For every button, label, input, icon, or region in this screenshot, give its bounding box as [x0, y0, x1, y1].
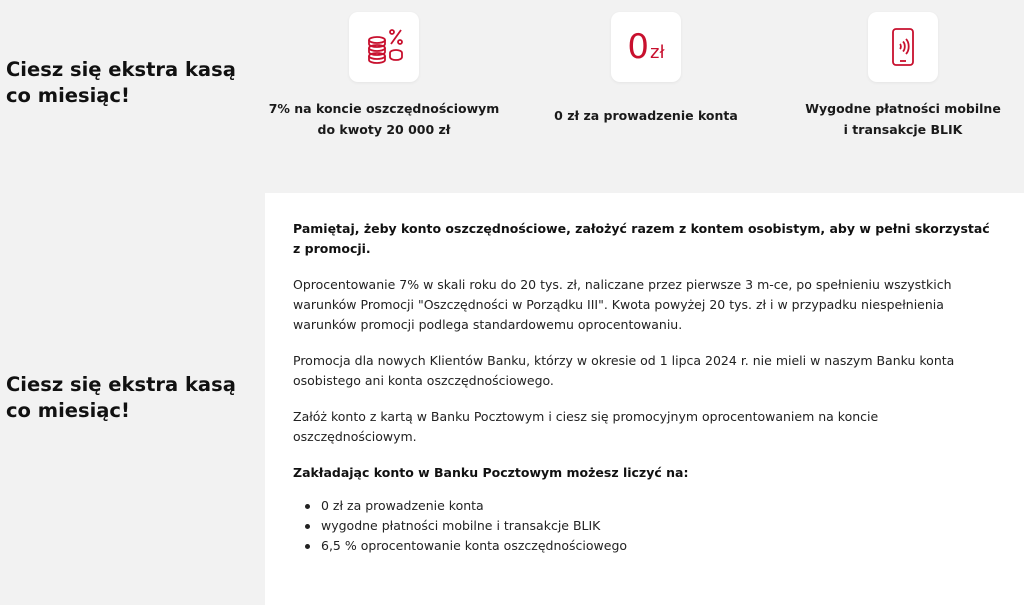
- feature-highlights: [265, 0, 1024, 190]
- promo-details-panel: [265, 193, 1024, 605]
- zero-zloty-icon: [627, 27, 665, 67]
- feature-icon-tile: [349, 12, 419, 82]
- eligibility-text: Promocja dla nowych Klientów Banku, którzy w okresie od 1 lipca 2024 r. nie mieli w naszym Banku konta osobistego ani konta oszczędnościowego.: [293, 353, 955, 388]
- cta-text: Załóż konto z kartą w Banku Pocztowym i ciesz się promocyjnym oprocentowaniem na koncie oszczędnościowym.: [293, 409, 879, 444]
- feature-label: 7% na koncie oszczędnościowym do kwoty 20 000 zł: [268, 101, 500, 137]
- feature-savings-rate: [259, 12, 509, 140]
- feature-label: Wygodne płatności mobilne i transakcje BLIK: [805, 101, 1001, 137]
- feature-label: 0 zł za prowadzenie konta: [554, 108, 738, 123]
- feature-mobile-payments: [778, 12, 1024, 140]
- interest-text: Oprocentowanie 7% w skali roku do 20 tys. zł, naliczane przez pierwsze 3 m-ce, po spełnieniu wszystkich warunków Promocji "Oszczędności w Porządku III". Kwota powyżej 20 tys. zł i w przypadku niespełnienia warunków promocji podlega standardowemu oprocentowaniu.: [293, 277, 952, 332]
- details-heading: Ciesz się ekstra kasą co miesiąc!: [6, 373, 236, 422]
- promo-heading: Ciesz się ekstra kasą co miesiąc!: [6, 58, 236, 107]
- list-item: 0 zł za prowadzenie konta: [293, 496, 994, 516]
- benefits-list: [293, 496, 994, 556]
- feature-free-account: [521, 12, 771, 126]
- list-item: 6,5 % oprocentowanie konta oszczędnościowego: [293, 536, 994, 556]
- benefits-heading: Zakładając konto w Banku Pocztowym możesz liczyć na:: [293, 465, 689, 480]
- icon-zero: 0: [627, 27, 650, 67]
- icon-currency: zł: [650, 42, 665, 63]
- feature-icon-tile: [611, 12, 681, 82]
- mobile-payment-icon: [890, 27, 916, 67]
- list-item: wygodne płatności mobilne i transakcje BLIK: [293, 516, 994, 536]
- feature-icon-tile: [868, 12, 938, 82]
- reminder-text: Pamiętaj, żeby konto oszczędnościowe, założyć razem z kontem osobistym, aby w pełni skorzystać z promocji.: [293, 221, 990, 256]
- coins-percent-icon: [364, 27, 404, 67]
